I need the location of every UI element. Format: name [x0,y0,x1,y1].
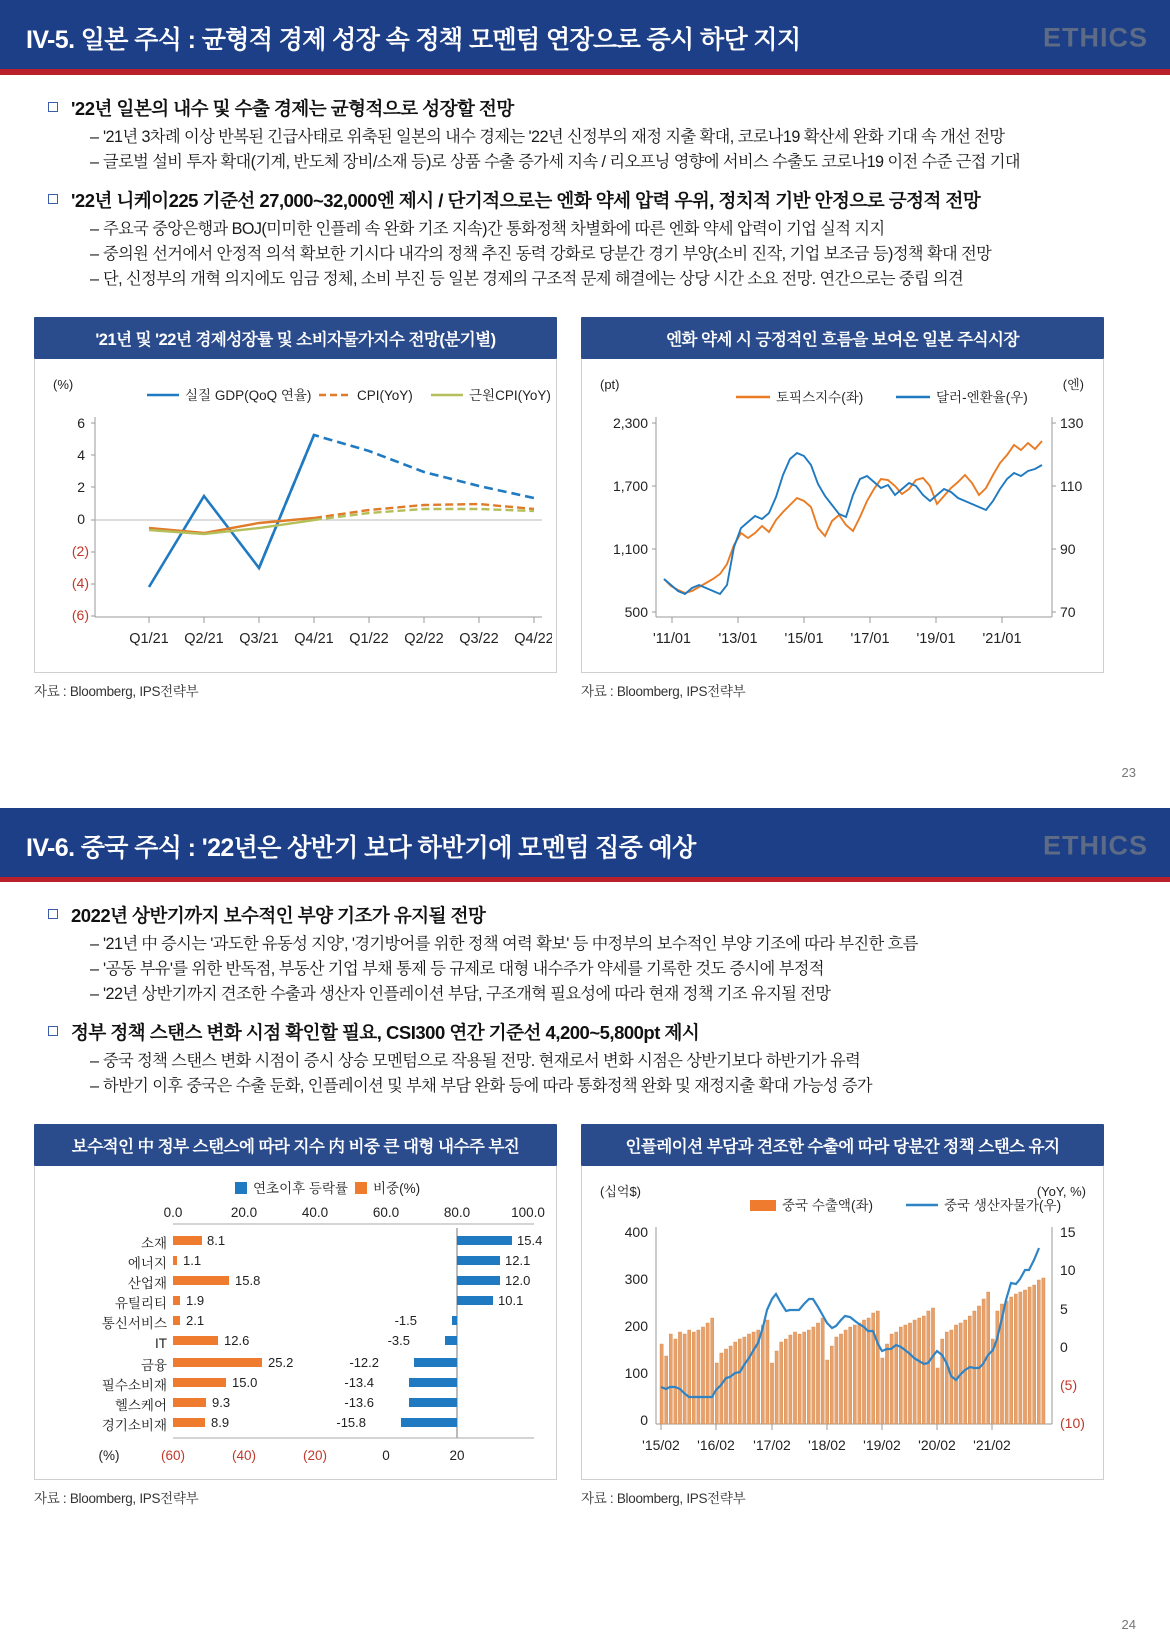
svg-text:유틸리티: 유틸리티 [114,1295,167,1311]
chart-panel-jp-topix [581,317,1104,700]
svg-text:90: 90 [1060,540,1076,557]
cn-sector-chart [39,1172,552,1472]
bullet-heading-text: 2022년 상반기까지 보수적인 부양 기조가 유지될 전망 [71,905,486,926]
svg-text:6: 6 [77,414,85,431]
svg-text:소재: 소재 [140,1235,167,1251]
svg-text:IT: IT [155,1335,167,1351]
svg-text:130: 130 [1060,414,1084,431]
chart-panel-cn-sector [34,1124,557,1507]
svg-text:'19/02: '19/02 [863,1436,901,1453]
svg-text:Q1/22: Q1/22 [349,630,389,647]
svg-text:(pt): (pt) [600,376,620,392]
svg-text:'16/02: '16/02 [697,1436,735,1453]
bullet-block [34,187,1136,292]
svg-text:12.6: 12.6 [224,1332,250,1348]
brand-logo: ETHICS [1042,830,1148,861]
list-item: – 단, 신정부의 개혁 의지에도 임금 정체, 소비 부진 등 일본 경제의 구조적 문제 해결에는 상당 시간 소요 전망. 연간으로는 중립 의견 [90,270,964,289]
svg-text:'21/02: '21/02 [973,1436,1011,1453]
svg-text:Q2/22: Q2/22 [404,630,444,647]
svg-text:(YoY, %): (YoY, %) [1036,1183,1086,1199]
chart-title: 보수적인 中 정부 스탠스에 따라 지수 内 비중 큰 대형 내수주 부진 [34,1124,557,1166]
svg-text:-15.8: -15.8 [336,1414,366,1430]
svg-text:Q4/21: Q4/21 [294,630,334,647]
cn-export-ppi-chart [586,1172,1099,1472]
svg-text:(10): (10) [1060,1414,1085,1431]
svg-text:20: 20 [449,1447,465,1463]
list-item: – '21년 3차례 이상 반복된 긴급사태로 위축된 일본의 내수 경제는 '22년 신정부의 재정 지출 확대, 코로나19 확산세 완화 기대 속 개선 전망 [90,128,1005,146]
svg-text:1.9: 1.9 [186,1292,205,1308]
bullet-heading [34,1019,1136,1045]
svg-text:2.1: 2.1 [186,1312,205,1328]
list-item: – '21년 中 증시는 '과도한 유동성 지양', '경기방어를 위한 정책 여력 확보' 등 中정부의 보수적인 부양 기조에 따라 부진한 흐름 [90,935,918,953]
svg-text:0: 0 [382,1447,390,1463]
svg-text:Q4/22: Q4/22 [514,630,552,647]
svg-text:에너지: 에너지 [127,1255,167,1271]
chart-source: 자료 : Bloomberg, IPS전략부 [34,683,199,699]
svg-text:CPI(YoY): CPI(YoY) [357,387,413,403]
chart-source: 자료 : Bloomberg, IPS전략부 [581,683,746,699]
svg-text:10.1: 10.1 [498,1292,524,1308]
list-item: – '22년 상반기까지 견조한 수출과 생산자 인플레이션 부담, 구조개혁 필요성에 따라 현재 정책 기조 유지될 전망 [90,985,831,1004]
sub-list [90,217,1136,292]
svg-text:'15/01: '15/01 [784,630,824,647]
list-item: – '공동 부유'를 위한 반독점, 부동산 기업 부채 통제 등 규제로 대형 내수주가 약세를 기록한 것도 증시에 부정적 [90,960,824,979]
svg-text:20.0: 20.0 [230,1204,258,1220]
svg-text:(4): (4) [71,574,89,591]
bullet-heading-text: '22년 니케이225 기준선 27,000~32,000엔 제시 / 단기적으로는 엔화 약세 압력 우위, 정치적 기반 안정으로 긍정적 전망 [71,190,981,212]
svg-text:'21/01: '21/01 [982,630,1022,647]
svg-text:1.1: 1.1 [183,1252,202,1268]
svg-text:-1.5: -1.5 [394,1312,417,1328]
svg-text:15.0: 15.0 [232,1374,258,1390]
slide1-charts [0,305,1170,700]
chart-body [34,1166,557,1480]
svg-text:중국 생산자물가(우): 중국 생산자물가(우) [944,1197,1062,1213]
square-bullet-icon [48,909,58,919]
jp-gdp-cpi-chart [39,365,552,665]
svg-text:100: 100 [624,1364,648,1381]
svg-text:(십억$): (십억$) [600,1183,642,1199]
svg-text:'19/01: '19/01 [916,630,956,647]
svg-text:70: 70 [1060,603,1076,620]
slide-china-equities [0,808,1170,1642]
svg-text:110: 110 [1060,477,1083,494]
bullet-block [34,1019,1136,1099]
svg-text:(%): (%) [98,1447,120,1463]
svg-text:8.1: 8.1 [207,1232,226,1248]
square-bullet-icon [48,194,58,204]
svg-text:-12.2: -12.2 [349,1354,379,1370]
svg-text:중국 수출액(좌): 중국 수출액(좌) [782,1197,873,1213]
brand-logo: ETHICS [1042,22,1148,53]
svg-text:40.0: 40.0 [301,1204,329,1220]
slide1-body [0,75,1170,293]
slide2-charts [0,1112,1170,1507]
slide1-header [0,7,1170,69]
svg-text:통신서비스: 통신서비스 [101,1315,167,1331]
square-bullet-icon [48,1026,58,1036]
chart-body [34,359,557,673]
svg-text:(6): (6) [71,606,89,623]
svg-text:실질 GDP(QoQ 연율): 실질 GDP(QoQ 연율) [185,387,312,403]
chart-panel-cn-export-ppi [581,1124,1104,1507]
page-number: 23 [1121,765,1136,780]
svg-text:1,100: 1,100 [612,540,648,557]
svg-text:연초이후 등락률: 연초이후 등락률 [253,1180,349,1196]
bullet-heading-text: '22년 일본의 내수 및 수출 경제는 균형적으로 성장할 전망 [71,98,514,119]
slide-divider [0,790,1170,808]
list-item: – 하반기 이후 중국은 수출 둔화, 인플레이션 및 부채 부담 완화 등에 따라 통화정책 완화 및 재정지출 확대 가능성 증가 [90,1077,873,1096]
svg-text:금융: 금융 [140,1357,167,1373]
chart-body [581,1166,1104,1480]
top-rule [0,0,1170,7]
svg-text:-13.4: -13.4 [344,1374,374,1390]
svg-text:9.3: 9.3 [212,1394,231,1410]
top-rule [0,808,1170,815]
svg-text:-3.5: -3.5 [387,1332,410,1348]
bullet-heading [34,95,1136,121]
svg-text:0: 0 [77,510,85,527]
page-title: IV-5. 일본 주식 : 균형적 경제 성장 속 정책 모멘텀 연장으로 증시 하단 지지 [26,26,801,54]
bullet-heading [34,187,1136,213]
svg-text:비중(%): 비중(%) [373,1180,421,1196]
page-number: 24 [1121,1617,1136,1632]
svg-text:0: 0 [1060,1338,1068,1355]
slide2-header [0,815,1170,877]
svg-text:'18/02: '18/02 [808,1436,846,1453]
svg-text:(40): (40) [231,1447,257,1463]
sub-list [90,1049,1136,1099]
svg-text:15.4: 15.4 [517,1232,543,1248]
page-title: IV-6. 중국 주식 : '22년은 상반기 보다 하반기에 모멘텀 집중 예상 [26,834,696,862]
svg-text:산업재: 산업재 [127,1275,167,1291]
slide-japan-equities [0,0,1170,790]
svg-text:-13.6: -13.6 [344,1394,374,1410]
chart-panel-jp-gdp [34,317,557,700]
svg-text:(20): (20) [302,1447,328,1463]
svg-text:5: 5 [1060,1300,1068,1317]
list-item: – 중의원 선거에서 안정적 의석 확보한 기시다 내각의 정책 추진 동력 강화로 당분간 경기 부양(소비 진작, 기업 보조금 등)정책 확대 전망 [90,245,992,264]
svg-text:200: 200 [624,1317,648,1334]
svg-text:300: 300 [624,1270,648,1287]
list-item: – 주요국 중앙은행과 BOJ(미미한 인플레 속 완화 기조 지속)간 통화정책 차별화에 따른 엔화 약세 압력이 기업 실적 지지 [90,220,885,239]
svg-text:2,300: 2,300 [612,414,648,431]
svg-text:근원CPI(YoY): 근원CPI(YoY) [469,387,551,403]
list-item: – 글로벌 설비 투자 확대(기계, 반도체 장비/소재 등)로 상품 수출 증가세 지속 / 리오프닝 영향에 서비스 수출도 코로나19 이전 수준 근접 기대 [90,153,1020,172]
svg-text:2: 2 [77,478,85,495]
svg-text:60.0: 60.0 [372,1204,400,1220]
chart-title: '21년 및 '22년 경제성장률 및 소비자물가지수 전망(분기별) [34,317,557,359]
slide2-body [0,882,1170,1100]
svg-text:'15/02: '15/02 [642,1436,680,1453]
svg-text:(60): (60) [160,1447,186,1463]
svg-text:15.8: 15.8 [235,1272,261,1288]
sub-list [90,125,1136,175]
chart-title: 인플레이션 부담과 견조한 수출에 따라 당분간 정책 스탠스 유지 [581,1124,1104,1166]
chart-title: 엔화 약세 시 긍정적인 흐름을 보여온 일본 주식시장 [581,317,1104,359]
svg-text:필수소비재: 필수소비재 [101,1377,167,1393]
svg-text:'17/01: '17/01 [850,630,890,647]
sub-list [90,932,1136,1007]
svg-text:0: 0 [640,1411,648,1428]
svg-text:10: 10 [1060,1261,1076,1278]
bullet-block [34,902,1136,1007]
svg-text:달러-엔환율(우): 달러-엔환율(우) [936,389,1028,405]
list-item: – 중국 정책 스탠스 변화 시점이 증시 상승 모멘텀으로 작용될 전망. 현재로서 변화 시점은 상반기보다 하반기가 유력 [90,1052,861,1071]
svg-text:Q2/21: Q2/21 [184,630,224,647]
svg-text:8.9: 8.9 [211,1414,230,1430]
svg-text:토픽스지수(좌): 토픽스지수(좌) [776,389,864,405]
svg-text:(%): (%) [53,376,74,392]
square-bullet-icon [48,102,58,112]
svg-text:'13/01: '13/01 [718,630,758,647]
svg-text:12.1: 12.1 [505,1252,531,1268]
svg-text:80.0: 80.0 [443,1204,471,1220]
svg-text:'11/01: '11/01 [653,630,691,647]
svg-text:0.0: 0.0 [163,1204,183,1220]
svg-text:(2): (2) [71,542,89,559]
chart-source: 자료 : Bloomberg, IPS전략부 [581,1490,746,1506]
svg-text:(엔): (엔) [1062,376,1084,392]
svg-text:'17/02: '17/02 [753,1436,791,1453]
svg-text:1,700: 1,700 [612,477,648,494]
svg-text:500: 500 [624,603,648,620]
svg-text:4: 4 [77,446,85,463]
chart-source: 자료 : Bloomberg, IPS전략부 [34,1490,199,1506]
svg-text:Q3/22: Q3/22 [459,630,499,647]
svg-text:25.2: 25.2 [268,1354,294,1370]
svg-text:400: 400 [624,1223,648,1240]
svg-text:12.0: 12.0 [505,1272,531,1288]
svg-text:헬스케어: 헬스케어 [114,1397,167,1413]
svg-text:Q3/21: Q3/21 [239,630,279,647]
bullet-heading-text: 정부 정책 스탠스 변화 시점 확인할 필요, CSI300 연간 기준선 4,200~5,800pt 제시 [71,1022,700,1044]
svg-text:경기소비재: 경기소비재 [101,1417,167,1433]
bullet-heading [34,902,1136,928]
svg-text:'20/02: '20/02 [918,1436,956,1453]
svg-text:100.0: 100.0 [511,1204,545,1220]
bullet-block [34,95,1136,175]
svg-text:Q1/21: Q1/21 [129,630,169,647]
jp-topix-usdjpy-chart [586,365,1099,665]
svg-text:(5): (5) [1060,1376,1078,1393]
svg-text:15: 15 [1060,1223,1076,1240]
chart-body [581,359,1104,673]
